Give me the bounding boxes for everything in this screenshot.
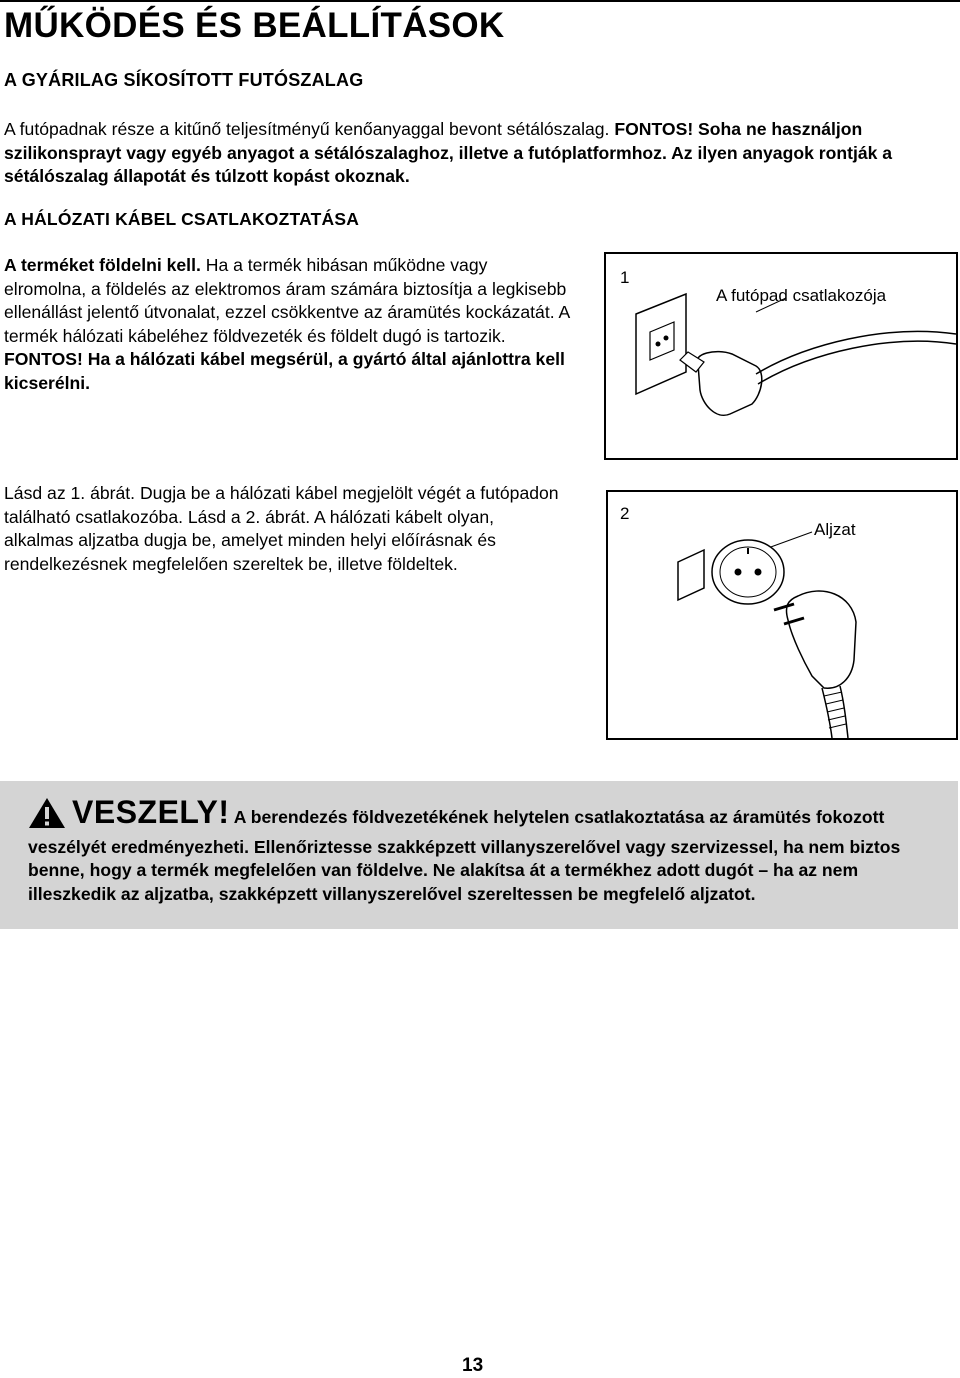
warning-word: VESZELY!	[72, 794, 230, 830]
belt-paragraph	[4, 118, 944, 189]
warning-triangle-icon	[28, 797, 66, 836]
treadmill-receptacle-illustration	[606, 254, 956, 458]
cable-paragraph	[4, 254, 574, 396]
grounding-text: Ha a termék hibásan működne vagy elromolna, a földelés az elektromos áram számára biztosítja a legkisebb ellenállást jelentő útvonalat, ezzel csökkentve az áramütés kockázatát. A termék hálózati kábeléhez földvezeték és földelt dugó is tartozik.	[4, 255, 570, 346]
grounding-lead: A terméket földelni kell.	[4, 255, 201, 275]
section-heading-belt: A GYÁRILAG SÍKOSÍTOTT FUTÓSZALAG	[4, 70, 364, 90]
page-title: MŰKÖDÉS ÉS BEÁLLÍTÁSOK	[4, 6, 505, 45]
figure-2-label: Aljzat	[814, 520, 856, 539]
figure-2-number: 2	[620, 504, 630, 523]
connect-paragraph: Lásd az 1. ábrát. Dugja be a hálózati kábel megjelölt végét a futópadon található csatlakozóba. Lásd a 2. ábrát. A hálózati kábelt olyan, alkalmas aljzatba dugja be, amelyet minden helyi előírásnak és rendelkezésnek megfelelően szereltek be, illetve földeltek.	[4, 483, 559, 574]
page-number: 13	[462, 1355, 484, 1376]
warning-box	[0, 781, 958, 929]
belt-text: A futópadnak része a kitűnő teljesítményű kenőanyaggal bevont sétálószalag.	[4, 119, 615, 139]
section-heading-cable: A HÁLÓZATI KÁBEL CSATLAKOZTATÁSA	[4, 209, 360, 229]
wall-socket-illustration	[608, 492, 956, 738]
figure-1-number: 1	[620, 268, 630, 287]
belt-important-text: FONTOS! Soha ne használjon szilikonsprayt vagy egyéb anyagot a sétálószalaghoz, illetve a futóplatformhoz. Az ilyen anyagok rontják a sétálószalag állapotát és túlzott kopást okoznak.	[4, 119, 893, 187]
top-rule	[0, 0, 960, 2]
cable-important-text: FONTOS! Ha a hálózati kábel megsérül, a gyártó által ajánlottra kell kicserélni.	[4, 349, 565, 393]
figure-2	[606, 490, 958, 740]
warning-text: A berendezés földvezetékének helytelen csatlakoztatása az áramütés fokozott veszélyét eredményezheti. Ellenőriztesse szakképzett villanyszerelővel vagy szervizessel, ha nem biztos benne, hogy a termék megfelelően van földelve. Ne alakítsa át a termékhez adott dugót – ha az nem illeszkedik az aljzatba, szakképzett villanyszerelővel szereltessen be megfelelő aljzatot.	[28, 807, 901, 904]
figure-1	[604, 252, 958, 460]
figure-1-label: A futópad csatlakozója	[716, 286, 887, 305]
warning-paragraph	[28, 794, 938, 906]
